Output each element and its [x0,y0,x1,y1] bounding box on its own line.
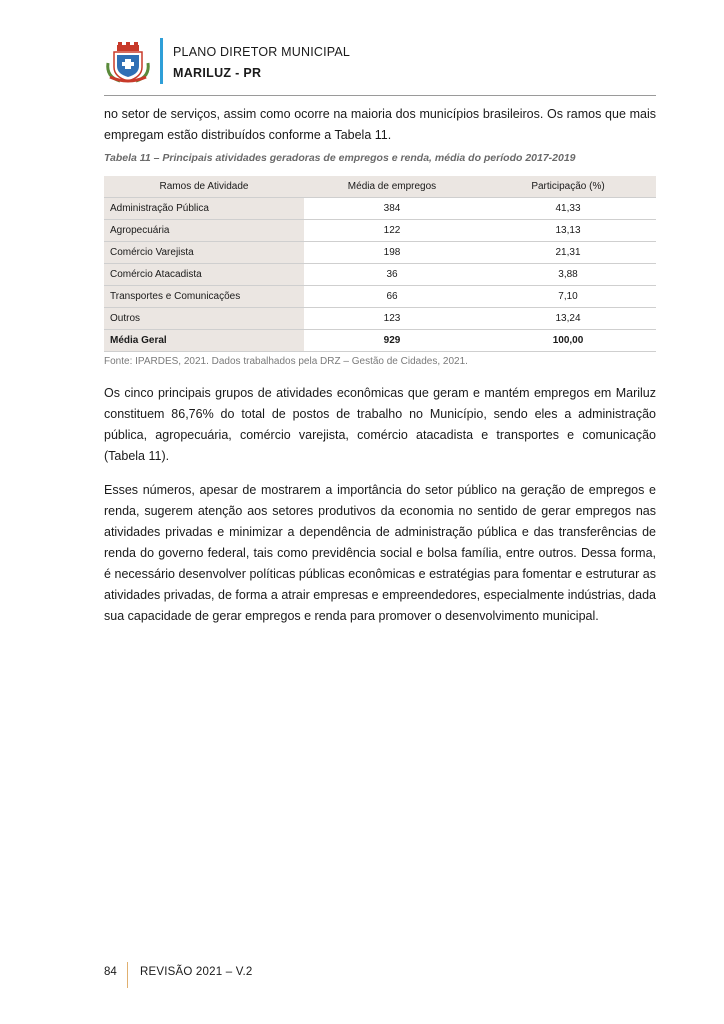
header-accent-bar [160,38,163,84]
page-footer [104,962,404,986]
total-share-cell: 100,00 [480,330,656,352]
total-label-cell: Média Geral [104,330,304,352]
document-title: PLANO DIRETOR MUNICIPAL [173,45,351,59]
table-total-row [104,330,656,352]
intro-paragraph: no setor de serviços, assim como ocorre na maioria dos municípios brasileiros. Os ramos que mais empregam estão distribuídos conforme a Tabela 11. [104,107,656,142]
table-row [104,308,656,330]
share-cell: 21,31 [480,242,656,264]
activity-cell: Comércio Atacadista [104,264,304,286]
analysis-paragraph: Esses números, apesar de mostrarem a importância do setor público na geração de empregos e renda, sugerem atenção aos setores produtivos da economia no sentido de gerar empregos nas atividades privadas e minimizar a dependência de administração pública e das transferências de renda do governo federal, tais como previdência social e bolsa família, entre outros. Dessa forma, é necessário desenvolver políticas públicas econômicas e estratégias para fomentar e estruturar as atividades privadas, de forma a atrair empresas e empreendedores, especialmente indústrias, dada sua capacidade de gerar empregos e renda para promover o desenvolvimento municipal. [104,483,656,623]
revision-label: REVISÃO 2021 – V.2 [140,966,253,978]
activity-cell: Agropecuária [104,220,304,242]
municipal-crest-icon [104,41,152,85]
employment-cell: 198 [304,242,480,264]
table-row [104,264,656,286]
footer-divider [127,962,128,988]
header-divider [104,95,656,96]
activity-cell: Administração Pública [104,198,304,220]
employment-cell: 36 [304,264,480,286]
table-caption: Tabela 11 – Principais atividades geradoras de empregos e renda, média do período 2017-2019 [104,152,576,164]
page-header [104,38,656,98]
employment-cell: 384 [304,198,480,220]
activity-cell: Comércio Varejista [104,242,304,264]
share-cell: 7,10 [480,286,656,308]
table-row [104,198,656,220]
share-cell: 13,13 [480,220,656,242]
table-row [104,242,656,264]
column-header-share: Participação (%) [480,176,656,198]
page-number: 84 [104,966,117,978]
total-employment-cell: 929 [304,330,480,352]
column-header-activity: Ramos de Atividade [104,176,304,198]
table-source: Fonte: IPARDES, 2021. Dados trabalhados pela DRZ – Gestão de Cidades, 2021. [104,356,468,367]
table-row [104,220,656,242]
summary-paragraph: Os cinco principais grupos de atividades econômicas que geram e mantém empregos em Mariluz constituem 86,76% do total de postos de trabalho no Município, sendo eles a administração pública, agropecuária, comércio varejista, comércio atacadista e transportes e comunicação (Tabela 11). [104,386,656,463]
activity-cell: Transportes e Comunicações [104,286,304,308]
employment-cell: 123 [304,308,480,330]
share-cell: 13,24 [480,308,656,330]
share-cell: 3,88 [480,264,656,286]
employment-cell: 66 [304,286,480,308]
employment-table [104,176,656,352]
share-cell: 41,33 [480,198,656,220]
table-row [104,286,656,308]
municipality-name: MARILUZ - PR [173,66,262,80]
table-header-row [104,176,656,198]
employment-cell: 122 [304,220,480,242]
column-header-employment: Média de empregos [304,176,480,198]
activity-cell: Outros [104,308,304,330]
